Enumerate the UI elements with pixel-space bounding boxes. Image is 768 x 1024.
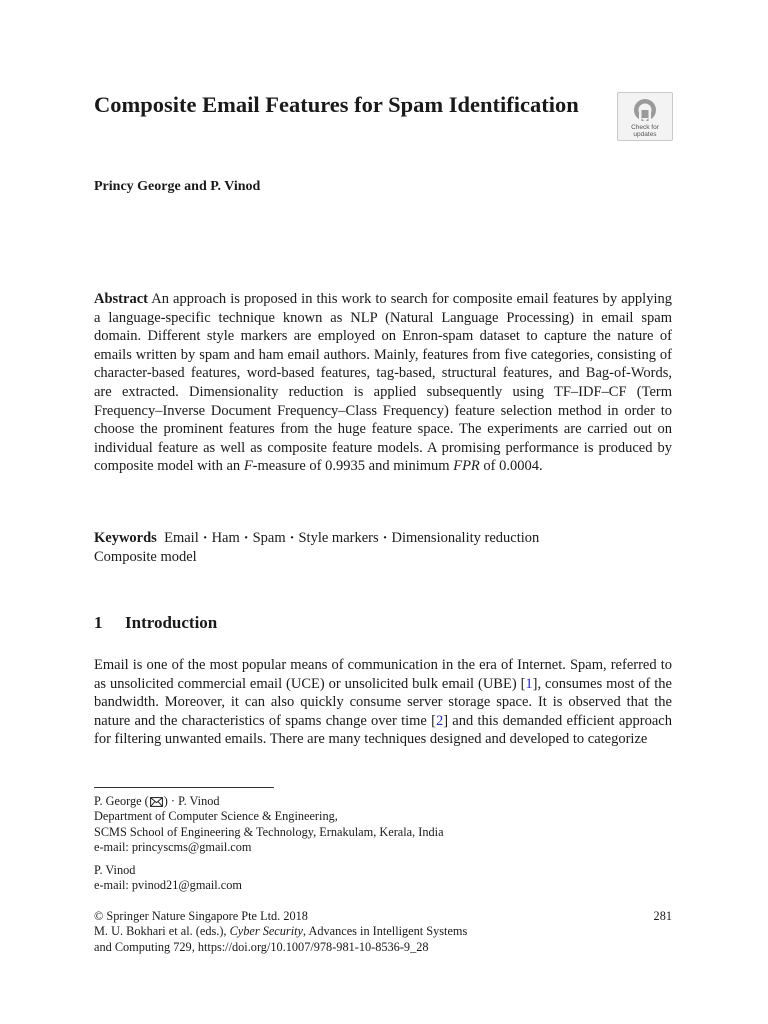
second-author-email: e-mail: pvinod21@gmail.com xyxy=(94,878,242,893)
abstract-text-end: of 0.0004. xyxy=(479,458,543,475)
affiliation-author-line xyxy=(94,794,672,809)
affiliation-school: SCMS School of Engineering & Technology, Ernakulam, Kerala, India xyxy=(94,824,444,839)
citation-series: , Advances in Intelligent Systems xyxy=(303,924,468,939)
keyword-separator: · xyxy=(243,530,249,546)
abstract-label: Abstract xyxy=(94,291,148,307)
introduction-paragraph xyxy=(94,656,672,749)
keywords-label: Keywords xyxy=(94,530,157,546)
citation-line xyxy=(94,924,672,939)
intro-text-end: ] and this demanded efficient approach for filtering unwanted emails. There are many techniques designed and developed to categorize xyxy=(94,712,672,748)
author-list: Princy George and P. Vinod xyxy=(94,179,261,194)
badge-label xyxy=(631,124,659,138)
keyword-item: Style markers xyxy=(298,530,379,546)
section-number: 1 xyxy=(94,613,103,632)
copyright-line: © Springer Nature Singapore Pte Ltd. 2018 xyxy=(94,909,308,923)
intro-text-cont: ], consumes most of the bandwidth. Moreover, it can also quickly consume server storage space. It is observed that the nature and the characteristics of spams change over time [ xyxy=(94,675,672,729)
affil-author-rest: ) · P. Vinod xyxy=(163,794,220,808)
copyright-footnote xyxy=(94,909,672,955)
keyword-separator: · xyxy=(289,530,295,546)
citation-editors: M. U. Bokhari et al. (eds.), xyxy=(94,924,230,939)
citation-link[interactable]: 2 xyxy=(435,712,444,729)
crossmark-icon xyxy=(631,97,659,123)
keyword-separator: · xyxy=(382,530,388,546)
fmeasure-term: F xyxy=(243,458,253,475)
keyword-item: Dimensionality reduction xyxy=(391,530,540,546)
second-author-footnote xyxy=(94,863,672,894)
intro-text: Email is one of the most popular means of communication in the era of Internet. Spam, referred to as unsolicited commercial email (UCE) or unsolicited bulk email (UBE) [ xyxy=(94,657,672,692)
keywords-block xyxy=(94,529,672,567)
citation-doi-line[interactable]: and Computing 729, https://doi.org/10.1007/978-981-10-8536-9_28 xyxy=(94,939,429,954)
footnote-divider xyxy=(94,787,274,788)
badge-label-line1: Check for xyxy=(631,124,659,131)
keyword-separator: · xyxy=(202,530,208,546)
page-number: 281 xyxy=(653,909,672,923)
section-title: Introduction xyxy=(125,613,218,632)
keyword-item: Spam xyxy=(252,530,286,546)
citation-book-title: Cyber Security xyxy=(229,924,303,939)
paper-title: Composite Email Features for Spam Identification xyxy=(94,92,579,117)
abstract-text: An approach is proposed in this work to search for composite email features by applying a language-specific technique known as NLP (Natural Language Processing) in email spam domain. Different style markers are employed on Enron-spam dataset to capture the nature of emails written by spam and ham email authors. Mainly, features from five categories, consisting of character-based features, word-based features, tag-based, structural features, and Bag-of-Words, are extracted. Dimensionality reduction is applied subsequently using TF–IDF–CF (Term Frequency–Inverse Document Frequency–Class Frequency) feature selection method in order to choose the prominent features from the huge feature space. The experiments are carried out on individual feature as well as composite feature models. A promising performance is produced by composite model with an xyxy=(94,291,672,475)
affiliation-dept: Department of Computer Science & Engineering, xyxy=(94,809,338,824)
second-author-name: P. Vinod xyxy=(94,863,136,877)
citation-link[interactable]: 1 xyxy=(525,675,533,692)
fpr-term: FPR xyxy=(453,458,480,475)
affiliation-email: e-mail: princyscms@gmail.com xyxy=(94,839,252,854)
section-heading-introduction xyxy=(94,612,217,634)
envelope-icon xyxy=(150,797,163,807)
abstract xyxy=(94,290,672,476)
affil-author-name: P. George ( xyxy=(94,794,149,808)
badge-label-line2: updates xyxy=(633,131,657,138)
keyword-item: Email xyxy=(164,530,199,546)
keyword-item: Ham xyxy=(211,530,240,546)
abstract-text-cont: -measure of 0.9935 and minimum xyxy=(252,458,454,475)
check-for-updates-badge[interactable] xyxy=(617,92,673,141)
affiliation-footnote xyxy=(94,794,672,855)
keyword-item: Composite model xyxy=(94,549,197,565)
